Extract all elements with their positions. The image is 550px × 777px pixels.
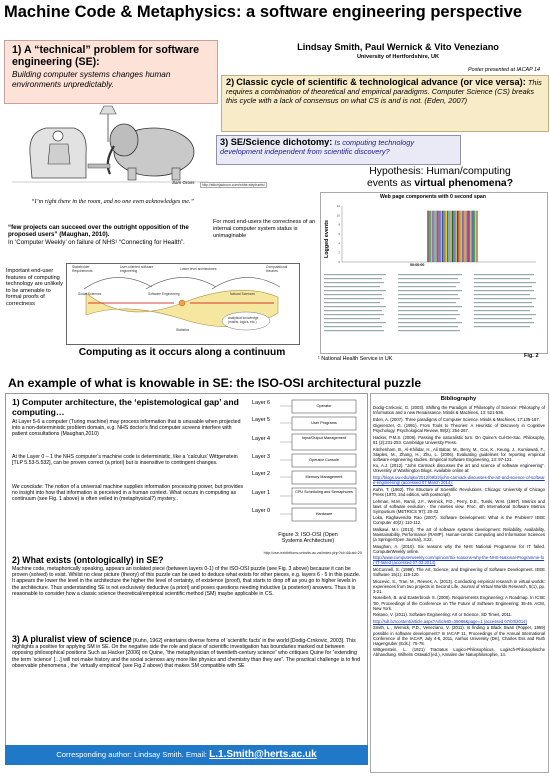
cartoon-caption: “I’m right there in the room, and no one even acknowledges me.” — [31, 198, 194, 205]
chart-bar — [458, 211, 459, 262]
part1-p3-text: The notion of a universal machine supplies information processing power, but provides no insight into how that information is perceived in a human context. What occurs in computing as continuum (see Fig. 1 above) is often veiled in (metaphysical?) mystery.. — [12, 484, 244, 503]
osi-io-management: Input/Output Management — [301, 436, 347, 440]
chart-bar — [432, 211, 433, 262]
osi-memory-management: Memory Management — [305, 475, 343, 479]
chart-ylabel: Logged events — [324, 219, 331, 259]
chart-bar — [446, 211, 447, 262]
legend-lines — [324, 272, 544, 336]
chart-y-tick-label: 12 — [336, 204, 340, 208]
chart-bar — [465, 211, 466, 262]
layer-3-label: Layer 3 — [252, 454, 270, 460]
part2-heading: 2) What exists (ontologically) in SE? — [12, 555, 164, 565]
part1-p2: At the Layer 0 – 1 the NHS computer’s machine code is deterministic, like a ‘calculus’ Wittgenstein [TLP 5.53-5.532], can be proven correct (a priori) but is insensitive to contingent changes. — [12, 454, 238, 467]
chart-y-tick-label: 8 — [338, 222, 340, 227]
bibliography-entry: Reitano, V. (2011). Software Engineering: Art or Science. SD Times, 2011. — [373, 612, 513, 618]
failure-quote — [8, 224, 208, 246]
section2-heading-text: Classic cycle of scientific & technological advance (or vice versa): — [236, 77, 526, 87]
chart-legend-list — [324, 272, 544, 336]
chart-bar — [468, 211, 469, 262]
chart-bar — [442, 211, 443, 262]
layer-5-label: Layer 5 — [252, 417, 270, 423]
hypothesis-line2-prefix: events as — [366, 178, 415, 190]
presented-note: Poster presented at IACAP 14 — [467, 67, 540, 73]
diagram-label-statistics: Statistics — [176, 328, 190, 332]
bibliography-entry: Eden, A. (2007). Three paradigms of Computer Science. Minds & Machines, 17:135-167. — [373, 416, 540, 422]
chart-y-tick-label: 10 — [336, 213, 340, 218]
authors: Lindsay Smith, Paul Wernick & Vito Veneziano — [297, 42, 499, 52]
chart-bar — [448, 211, 449, 262]
section3-heading: 3) SE/Science dichotomy: — [220, 137, 333, 147]
fig3-line2: Systems Architecture) — [281, 538, 335, 545]
cartoon-signature: Sam Gross — [172, 180, 195, 185]
chart-xlabel: 00:00:00 — [410, 263, 425, 267]
section-title: An example of what is knowable in SE: the ISO-OSI architectural puzzle — [8, 376, 422, 390]
chart-bar — [450, 211, 451, 262]
chart-bar — [477, 211, 478, 262]
fig3-line1: Figure 3: ISO-OSI (Open — [278, 532, 338, 538]
bibliography-entry: Ko, A.J. (2012). “John Carmack discusses the art and science of software engineering”. University of Washington Blogs. Available online at: — [373, 463, 545, 474]
chart-bar — [456, 211, 457, 262]
hypothesis-line2-bold: virtual phenomena? — [414, 178, 514, 190]
bibliography-heading: Bibliography — [440, 396, 477, 402]
bibliography-entry: Loka, Raghavendra Rao (2007). Software Development: What is the Problem? IEEE Computer 40(2): 110-112. — [373, 515, 545, 526]
chart-y-tick-label: 0 — [338, 260, 340, 264]
chart-bar — [453, 211, 454, 262]
fig3-url[interactable]: http://cse-exhibitions.uniwits.ac.za/index.php?id=4&uid=20 — [263, 551, 362, 555]
chart-bar — [445, 211, 446, 262]
osi-operator: Operator — [316, 404, 332, 408]
continuum-caption: Computing as it occurs along a continuum — [78, 347, 286, 358]
diagram-label-stakeholder: Stakeholder Requirements — [72, 265, 93, 273]
part1-p1: At Layer 5-6 a computer (Turing machine) may process information that is unusable when projected into a non-deterministic problem domain, e.g. NHS doctor’s find computer screens interfere with patient consultations (Maughan,2010) — [12, 419, 241, 438]
section3-text — [220, 138, 458, 156]
section1-heading: 1) A “technical” problem for software engineering (SE): — [12, 44, 199, 68]
bibliography-entry: Wittgenstein, L. (1921) Tractatus Logico-Philosophicus. Logisch-Philosophische Abhandlung. Wilhelm Ostwald (ed.), Annalen der Naturphilosophie, 14. — [373, 647, 545, 658]
bibliography-entry: Dodig-Crnkovic, G. (2003). Shifting the Paradigm of Philosophy of Science: Philosophy of Information and a new Renaissance. Minds & Machines, 13: 521-536. — [373, 405, 545, 416]
contact-text — [5, 749, 368, 760]
bibliography-entry: Kuhn, T. (1962). The Structure of Scientific Revolutions. Chicago: University of Chicago Press (1970, 2nd edition, with postscript). — [373, 486, 545, 497]
chart-bar — [474, 211, 475, 262]
chart-bar — [454, 211, 455, 262]
section1-subtitle: Building computer systems changes human environments unpredictably. — [12, 70, 171, 89]
part1-heading: 1) Computer architecture, the ‘epistemological gap’ and computing… — [12, 397, 239, 418]
affiliation: University of Hertfordshire, UK — [356, 54, 440, 60]
chart-bar — [464, 211, 465, 262]
chart-bar — [475, 211, 476, 262]
bibliography-entry: Maughan, A. (2010). Six reasons why the NHS National Programme for IT failed. ComputerWeekly online. — [373, 543, 545, 554]
diagram-label-analytical: analytical knowledge (maths, logics, etc.) — [228, 316, 259, 324]
part3-body: [Kuhn, 1962] entertains diverse forms of ‘scientific facts’ in the world [Dodig-Crnkovic, 2003]. This highlights a positive for applying SM in SE. On the negative side the role and place of scientific investigation has boundaries marked out between opposing philosophical positions Such as Hacker [2006] on Quine, “the metaphysician of twentieth-century science” who critiques Quine for “extending the term ‘science’ […] will not make history and the social sciences any more like physics and chemistry than they are”. The practical challenge is to find observable phenomena , the ‘virtually empirical’ (see Fig.2 above) that makes SM compatible with SE — [12, 638, 361, 669]
hypothesis-line1: Hypothesis: Human/computing — [369, 166, 511, 177]
chart-y-tick-label: 4 — [338, 241, 340, 246]
osi-cpu-scheduling: CPU Scheduling and Semaphores — [295, 490, 353, 494]
part3-block — [12, 636, 362, 669]
chart-bar — [447, 211, 448, 262]
layer-4-label: Layer 4 — [252, 436, 270, 442]
chart-y-tick-label: 6 — [338, 232, 340, 236]
bibliography-entry[interactable]: http://www.computerweekly.com/opinion/Six-reasons-why-the-NHS-National-Programme-for-IT-failed (accessed 07.03.2014) — [373, 555, 545, 566]
chart-bar — [469, 211, 470, 262]
section3-body: Is computing technology development independent from scientific discovery? — [220, 138, 415, 157]
bibliography-entry: Gigerenzer, G. (1991). From Tools to Theories: A Heuristic of Discovery in Cognitive Psychology. Psychological Review, 98(2): 254-267. — [373, 423, 545, 434]
layer-6-label: Layer 6 — [252, 400, 270, 406]
chart-bar — [472, 211, 473, 262]
layer-2-label: Layer 2 — [252, 471, 270, 477]
chart-bar — [437, 211, 438, 262]
diagram-label-social: Social Sciences — [78, 292, 102, 296]
chart-bar — [429, 211, 430, 262]
chart-bar — [457, 211, 458, 262]
bibliography-entry: Lehman, M.M., Ramil, J.F., Wernick, P.D., Perry, D.E., Turski, W.M. (1997). Metrics and laws of software evolution - the nineties view. Proc. 4th International Software Metrics Symposium (METRICS '97): 20-32. — [373, 498, 545, 514]
diagram-label-computational: Computational theories — [266, 265, 288, 273]
chart-bar — [470, 211, 471, 262]
section2-heading: 2) — [226, 77, 235, 87]
chart-bar — [434, 211, 435, 262]
diagram-label-natural: Natural Sciences — [230, 292, 255, 296]
bibliography-entry: Kitchenham, B., Al-Khilidar, H., Ali Babar, M., Berry, M., Cox, K., Keung, J., Kurniawati, F., Staples, M., Zhang, H., Zhu, L. (2006). Evaluating guidelines for reporting empirical software engineering studies. Empirical Software Engineering, 13: 97-121. — [373, 446, 545, 462]
chart-bar — [438, 211, 439, 262]
chart-bar — [440, 211, 441, 262]
nhs-footnote: ¹ National Health Service in UK — [318, 356, 393, 362]
contact-label: Corresponding author: Lindsay Smith. Email: — [56, 750, 210, 759]
bar-chart — [330, 200, 540, 270]
contact-email-link[interactable]: L.1.Smith@herts.ac.uk — [209, 749, 317, 760]
chart-bar — [462, 211, 463, 262]
section2-body: This requires a combination of theoretical and empirical paradigms. Computer Science (CS) breaks this cycle with a lack of consensus on what CS is and is not. (Eden, 2007) — [226, 78, 542, 106]
chart-bar — [451, 211, 452, 262]
bibliography-entry[interactable]: http://blogs.uw.edu/ajko/2012/08/22/john-carmack-discusses-the-art-and-science-of-software-engineering/ (accessed 07 March 2014). — [373, 475, 545, 486]
diagram-label-swe: Software Engineering — [148, 292, 180, 296]
layer-0-label: Layer 0 — [252, 508, 270, 514]
bibliography-entry[interactable]: http://sdt.bz/content/article.aspx?ArticleID=35088&page=1 (accessed 07/03/2014) — [373, 618, 528, 624]
chart-title: Web page components with 0 second span — [380, 194, 486, 200]
diagram-label-user: User-oriented software engineering — [120, 265, 154, 273]
chart-bar — [430, 211, 431, 262]
bibliography-list — [373, 405, 545, 659]
osi-user-programs: User Programs — [311, 421, 337, 425]
chart-bar — [431, 211, 432, 262]
chart-bar — [435, 211, 436, 262]
osi-operator-console: Operator Console — [309, 458, 339, 462]
hypothesis-title — [330, 166, 550, 191]
chart-bar — [427, 211, 428, 262]
chart-bar — [467, 211, 468, 262]
bibliography-entry: Smith, L., Wernick, P.D., Veneziano, V. (2011). Is finding a Black Swan (Popper, 1959) possible in software development? In IACAP 11, Proceedings of the Annual International Conference of the IACAP, July 4-6, 2011, Aarhus University (DK), Charles Ess and Ruth Hagengruber (Eds.): 75-78. — [373, 625, 545, 646]
section2-text — [226, 78, 544, 106]
chart-bar — [443, 211, 444, 262]
quote-text: “few projects can succeed over the outright opposition of the proposed users” (Maughan, 2010). — [8, 224, 189, 239]
chart-bar — [463, 211, 464, 262]
fig2-label: Fig. 2 — [524, 353, 539, 359]
bibliography-entry: Nuseibeh, B. and Easterbrook S. (2000). Requirements Engineering: A Roadmap. In ICSE '00, Proceedings of the Conference on The Future of Software Engineering: 35-46. ACM, New York. — [373, 595, 545, 611]
chart-bar — [436, 211, 437, 262]
fig3-caption — [256, 532, 360, 545]
osi-hardware: Hardware — [315, 512, 333, 516]
chart-y-tick-label: 2 — [338, 250, 340, 255]
chart-bar — [459, 211, 460, 262]
bibliography-entry: Hacker, P.M.S. (2006). Passing the naturalistic turn: On Quine's Cul-De-Sac. Philosophy, 81 (2):231-253. Cambridge University Press. — [373, 435, 545, 446]
chart-bar — [441, 211, 442, 262]
part2-body: Machine code, metaphorically speaking, appears an isolated piece (between layers 0-1) of the ISO-OSI puzzle (see Fig. 3 above) because it can be proven (solved) to exist. Whilst no clear picture (theory) of this puzzle can be used to deduce what exists for other pieces, e.g. layers 6 - 5 in this puzzle. It appears the lower the level in the architecture the higher the level of certainty, of existence (proof), that starts to drop off as you go to higher levels in the architecture. Thus understanding SE is not exclusively deductive (a priori) and poses questions needing inductive (a posteriori) answers. Thus it is reasonable to consider how a classic science theoretical/empirical scientific method (SM) maybe applicable in CS. — [12, 566, 361, 597]
chart-bar — [452, 211, 453, 262]
part1-p3-lead: We conclude: — [12, 484, 44, 490]
bibliography-entry: McConnell, S. (1998). The Art, Science, and Engineering of Software Development. IEEE Software 15(1): 118-120. — [373, 567, 545, 578]
layer-1-label: Layer 1 — [252, 490, 270, 496]
chart-bar — [473, 211, 474, 262]
bibliography-entry: Miocevic, S., Tran, M., Reeves, A. (2013). Conducting empirical research in virtual worlds: experiences from two projects in Second Life. Journal of Virtual Worlds Research, 5(1), pp. 3-21. — [373, 578, 545, 594]
bibliography-entry: Malkawi, M.I. (2013). The art of software systems development: Reliability, Availability, Maintainability, Performance (RAMP). Human-centric Computing and Information Sciences (a SpringerOpen Journal), 3:22. — [373, 526, 545, 543]
quote-source: In ‘Computer Weekly’ on failure of NHS¹ “Connecting for Health”. — [8, 238, 185, 246]
chart-bar — [461, 211, 462, 262]
end-users-note: For most end-users the correctness of an internal computer system status is unimaginable — [213, 219, 316, 239]
part3-heading: 3) A pluralist view of science — [12, 634, 132, 644]
image-source-url[interactable]: http://stitchjackson.com/white-elephants/ — [202, 183, 265, 187]
part1-p3 — [12, 484, 246, 503]
important-note: Important end-user features of computing technology are unlikely to be amenable to formal proofs of correctness — [6, 268, 63, 307]
diagram-label-lower: Lower level architectures — [180, 267, 217, 271]
poster-title: Machine Code & Metaphysics: a software engineering perspective — [4, 3, 523, 21]
